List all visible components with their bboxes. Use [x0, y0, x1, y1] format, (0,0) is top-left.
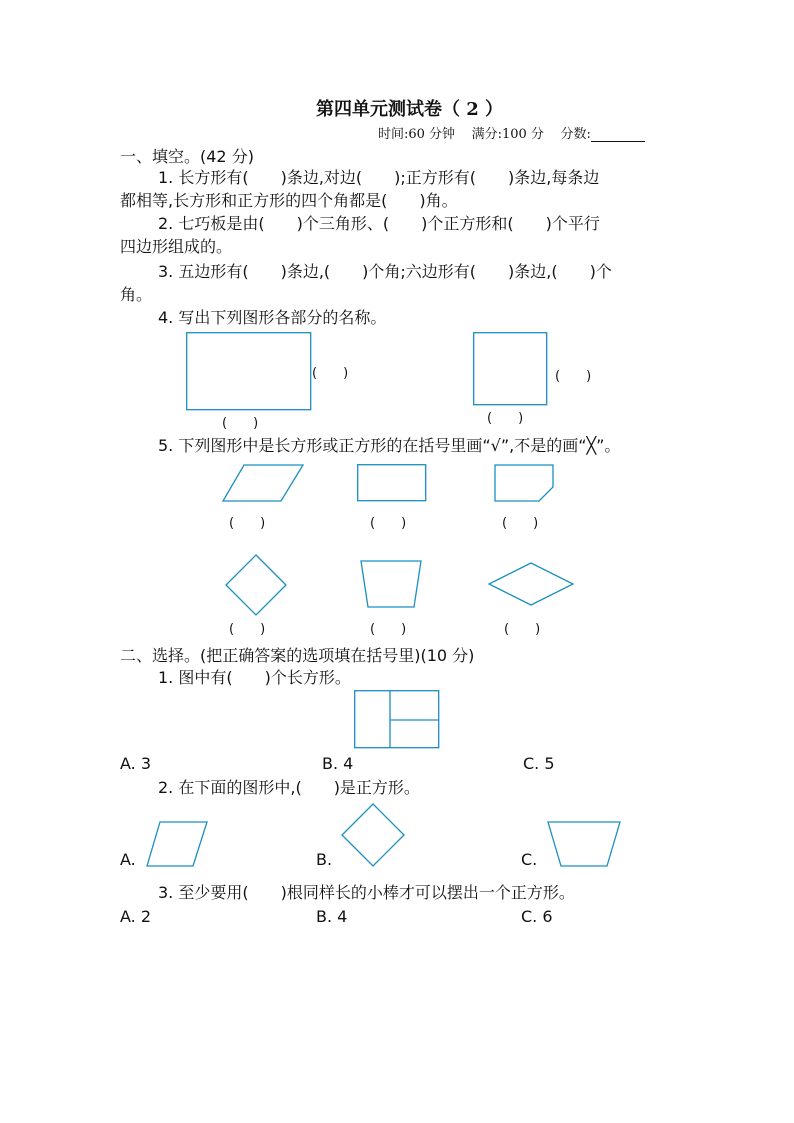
- section-fill-blank-heading: 一、填空。(42 分): [120, 147, 254, 166]
- trapezoid-answer-blank[interactable]: ( ): [370, 622, 407, 637]
- q2-2-line: [158, 775, 420, 798]
- q2-2-option-c[interactable]: C.: [521, 850, 538, 869]
- rectangle-width-blank[interactable]: ( ): [312, 366, 349, 381]
- rectangle-figure-2: [357, 464, 427, 502]
- q1-2-line1: [158, 211, 600, 234]
- rhombus-figure: [488, 562, 574, 606]
- q2-2-option-a[interactable]: A.: [120, 850, 136, 869]
- q1-2-number: 2.: [158, 214, 174, 233]
- q1-3-line2: 角。: [120, 285, 153, 304]
- square-side-blank-bottom[interactable]: ( ): [487, 411, 524, 426]
- score-label: 分数:: [560, 127, 591, 142]
- q2-1-number: 1.: [158, 668, 174, 687]
- q2-2-option-b[interactable]: B.: [316, 850, 333, 869]
- full-score-label: 满分:100 分: [471, 127, 544, 142]
- q2-2-text: 在下面的图形中,( )是正方形。: [178, 778, 420, 797]
- q2-3-number: 3.: [158, 883, 174, 902]
- q1-5-number: 5.: [158, 436, 174, 455]
- page-title: 第四单元测试卷（ 2 ）: [316, 99, 504, 120]
- q2-1-option-c[interactable]: C. 5: [523, 754, 555, 773]
- section-choice-heading: 二、选择。(把正确答案的选项填在括号里)(10 分): [120, 646, 475, 665]
- parallelogram-answer-blank[interactable]: ( ): [229, 516, 266, 531]
- q1-4-text: 写出下列图形各部分的名称。: [178, 308, 387, 327]
- divided-rectangle-figure: [354, 690, 440, 750]
- q1-1-number: 1.: [158, 168, 174, 187]
- q1-2-line2: 四边形组成的。: [120, 237, 233, 256]
- rotated-square-figure: [225, 554, 287, 616]
- score-blank[interactable]: [591, 127, 645, 142]
- q1-4-line: [158, 305, 386, 328]
- option-b-square-figure: [341, 803, 405, 867]
- rhombus-answer-blank[interactable]: ( ): [504, 622, 541, 637]
- q2-3-option-b[interactable]: B. 4: [316, 907, 348, 926]
- q2-3-text: 至少要用( )根同样长的小棒才可以摆出一个正方形。: [178, 883, 575, 902]
- q2-1-option-b[interactable]: B. 4: [322, 754, 354, 773]
- rectangle-answer-blank[interactable]: ( ): [370, 516, 407, 531]
- q1-3-text: 五边形有( )条边,( )个角;六边形有( )条边,( )个: [178, 262, 612, 281]
- square-side-blank-right[interactable]: ( ): [555, 369, 592, 384]
- q1-3-line1: [158, 259, 612, 282]
- q1-5-text: 下列图形中是长方形或正方形的在括号里画“√”,不是的画“╳”。: [178, 436, 621, 455]
- q2-1-text: 图中有( )个长方形。: [178, 668, 351, 687]
- q1-1-line1: [158, 165, 599, 188]
- parallelogram-figure: [222, 464, 304, 502]
- q2-3-option-a[interactable]: A. 2: [120, 907, 152, 926]
- option-a-parallelogram-figure: [146, 821, 208, 867]
- q2-1-line: [158, 665, 351, 688]
- q1-4-number: 4.: [158, 308, 174, 327]
- q1-5-line: [158, 433, 620, 456]
- trapezoid-figure: [360, 560, 422, 608]
- cut-corner-rectangle-figure: [494, 464, 554, 502]
- square-figure: [473, 332, 548, 406]
- option-c-trapezoid-figure: [547, 821, 621, 867]
- cut-corner-answer-blank[interactable]: ( ): [502, 516, 539, 531]
- q1-2-text: 七巧板是由( )个三角形、( )个正方形和( )个平行: [178, 214, 600, 233]
- rotated-square-answer-blank[interactable]: ( ): [229, 622, 266, 637]
- q2-3-option-c[interactable]: C. 6: [521, 907, 553, 926]
- q1-3-number: 3.: [158, 262, 174, 281]
- rectangle-figure: [186, 332, 312, 412]
- exam-meta: [378, 123, 645, 142]
- q2-3-line: [158, 880, 575, 903]
- q1-1-text: 长方形有( )条边,对边( );正方形有( )条边,每条边: [178, 168, 600, 187]
- q2-2-number: 2.: [158, 778, 174, 797]
- q2-1-option-a[interactable]: A. 3: [120, 754, 152, 773]
- rectangle-length-blank[interactable]: ( ): [222, 416, 259, 431]
- time-label: 时间:60 分钟: [378, 127, 456, 142]
- q1-1-line2: 都相等,长方形和正方形的四个角都是( )角。: [120, 191, 458, 210]
